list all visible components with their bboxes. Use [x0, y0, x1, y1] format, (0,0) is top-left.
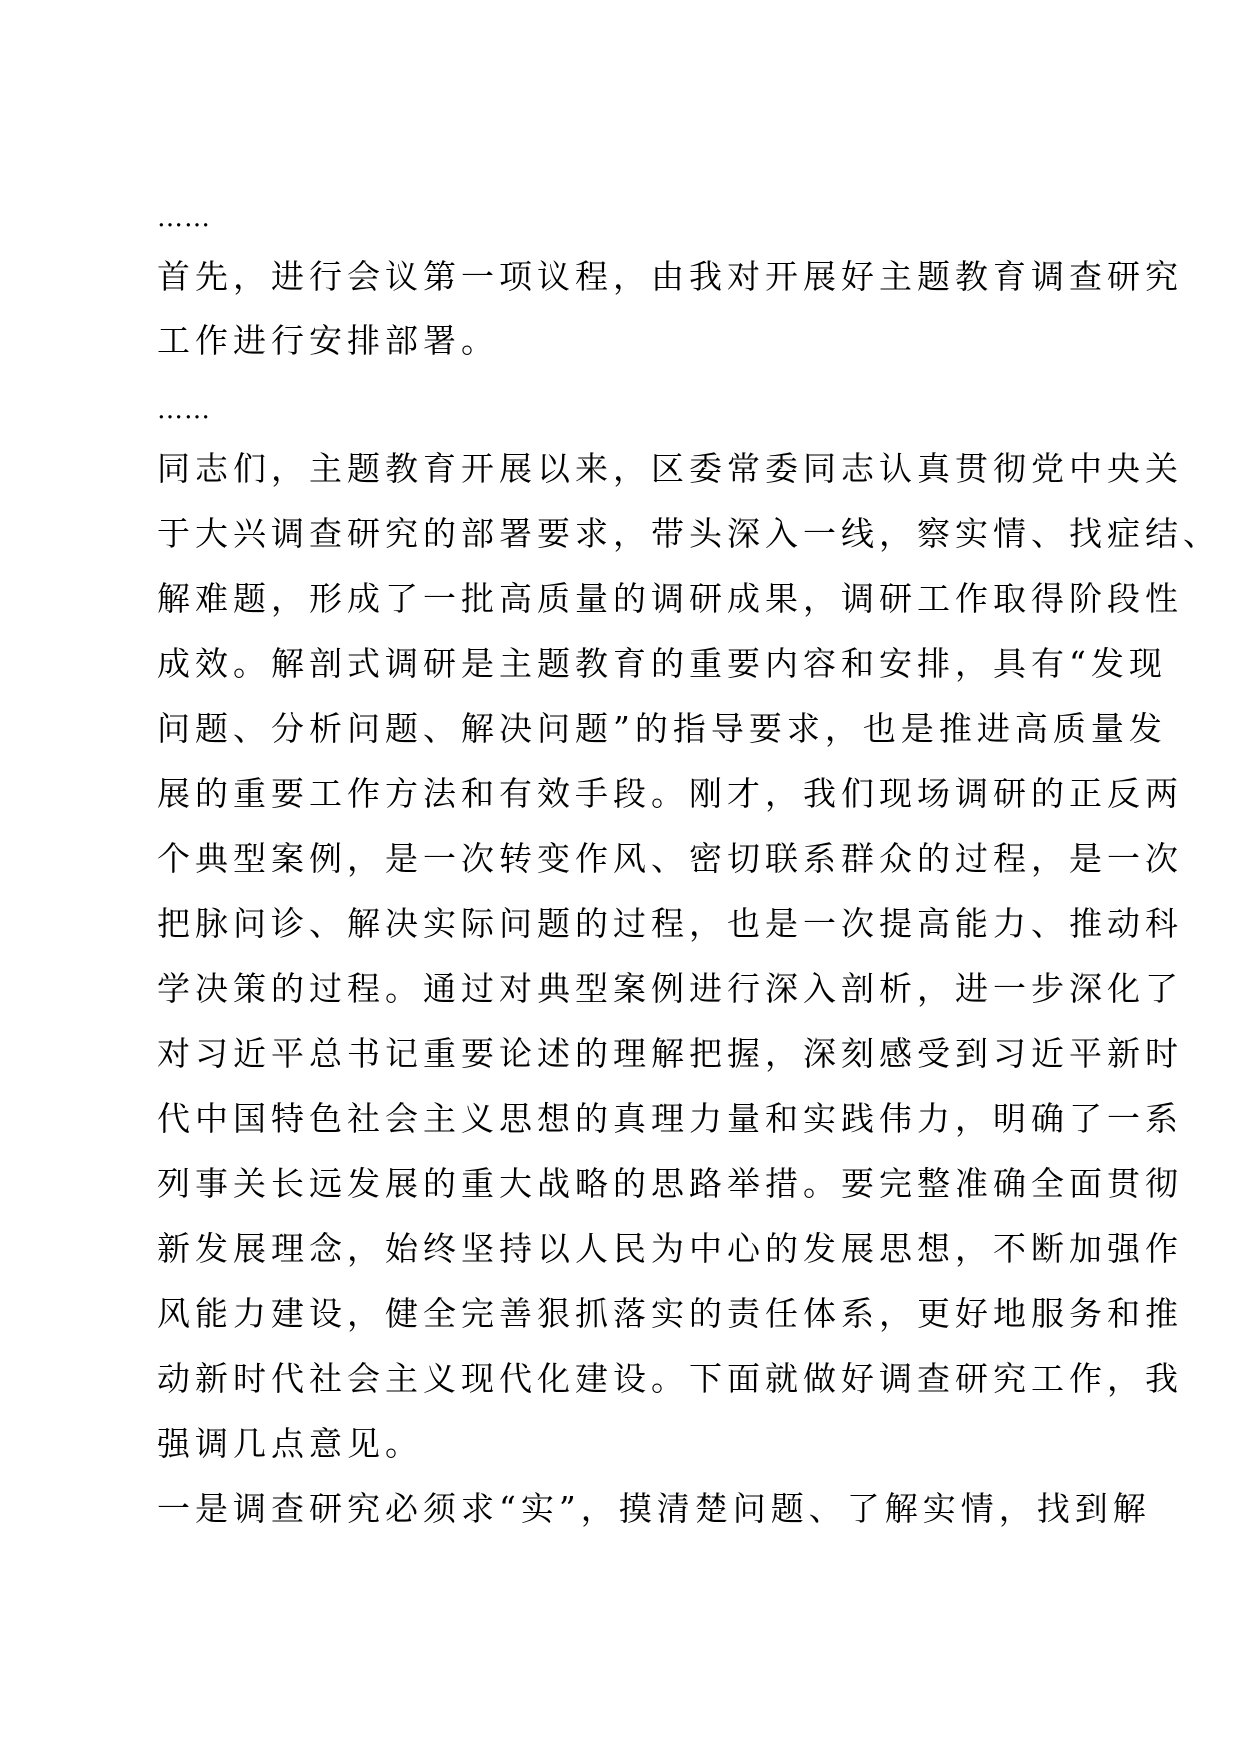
paragraph-line: 学决策的过程。通过对典型案例进行深入剖析，进一步深化了 — [157, 969, 1183, 1008]
paragraph-line: 一是调查研究必须求“实”，摸清楚问题、了解实情，找到解 — [157, 1489, 1151, 1528]
paragraph-line: 解难题，形成了一批高质量的调研成果，调研工作取得阶段性 — [157, 579, 1183, 618]
paragraph-line: 代中国特色社会主义思想的真理力量和实践伟力，明确了一系 — [157, 1099, 1183, 1138]
paragraph-line: 首先，进行会议第一项议程，由我对开展好主题教育调查研究 — [157, 257, 1183, 296]
paragraph-line: 列事关长远发展的重大战略的思路举措。要完整准确全面贯彻 — [157, 1164, 1183, 1203]
paragraph-line: 把脉问诊、解决实际问题的过程，也是一次提高能力、推动科 — [157, 904, 1183, 943]
paragraph-line: 于大兴调查研究的部署要求，带头深入一线，察实情、找症结、 — [157, 514, 1221, 553]
paragraph-line: 展的重要工作方法和有效手段。刚才，我们现场调研的正反两 — [157, 774, 1183, 813]
paragraph-line: 动新时代社会主义现代化建设。下面就做好调查研究工作，我 — [157, 1359, 1183, 1398]
paragraph-line: 问题、分析问题、解决问题”的指导要求，也是推进高质量发 — [157, 709, 1167, 748]
paragraph-line: 风能力建设，健全完善狠抓落实的责任体系，更好地服务和推 — [157, 1294, 1183, 1333]
paragraph-line: 成效。解剖式调研是主题教育的重要内容和安排，具有“发现 — [157, 644, 1167, 683]
paragraph-line: 对习近平总书记重要论述的理解把握，深刻感受到习近平新时 — [157, 1034, 1183, 1073]
paragraph-line: 工作进行安排部署。 — [157, 321, 499, 360]
ellipsis-marker: …… — [157, 395, 211, 425]
paragraph-line: 个典型案例，是一次转变作风、密切联系群众的过程，是一次 — [157, 839, 1183, 878]
ellipsis-marker: …… — [157, 203, 211, 233]
paragraph-line: 新发展理念，始终坚持以人民为中心的发展思想，不断加强作 — [157, 1229, 1183, 1268]
paragraph-line: 同志们，主题教育开展以来，区委常委同志认真贯彻党中央关 — [157, 449, 1183, 488]
paragraph-line: 强调几点意见。 — [157, 1424, 423, 1463]
